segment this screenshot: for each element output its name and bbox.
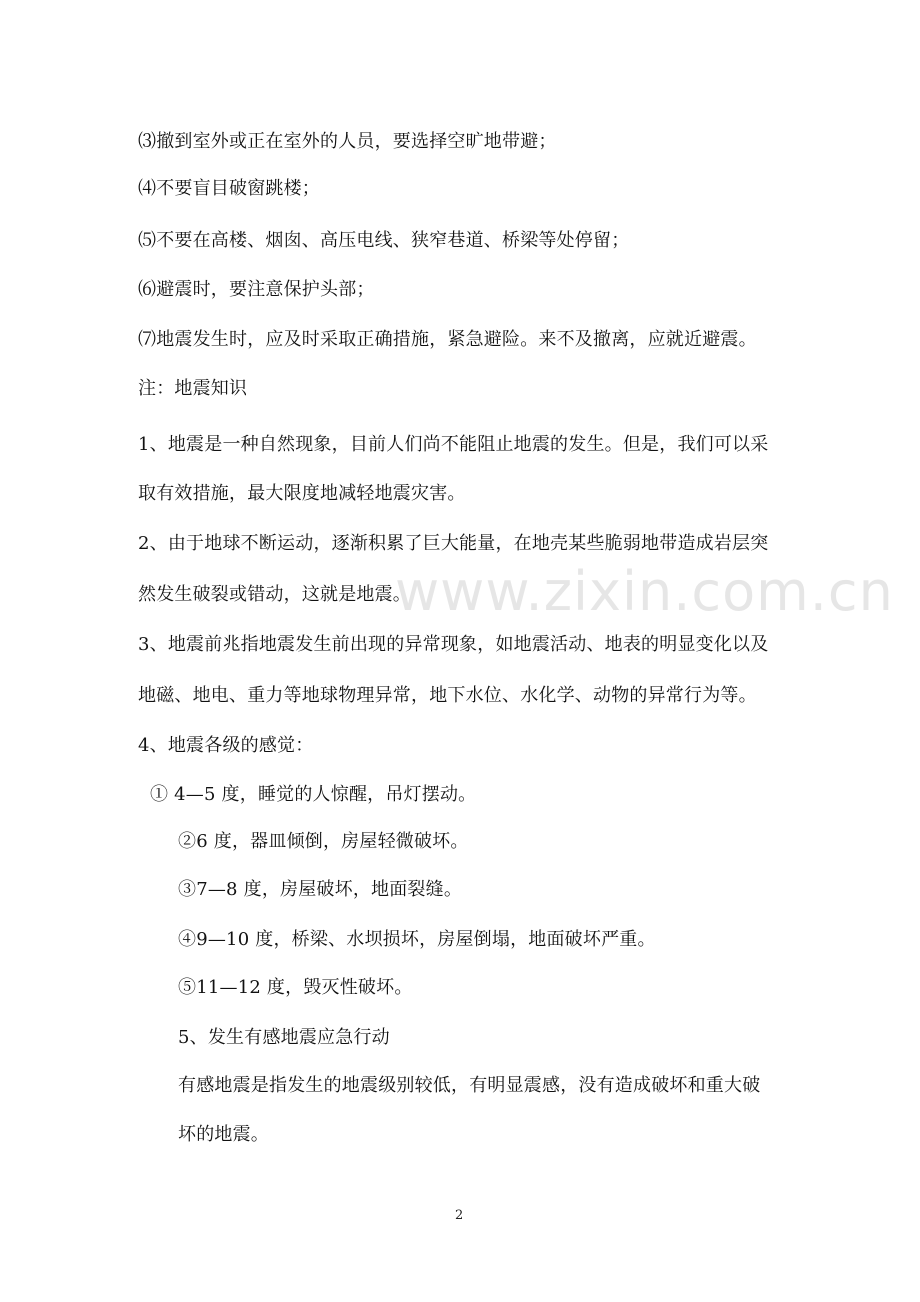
text-line: 然发生破裂或错动，这就是地震。 <box>138 584 411 605</box>
text-line: 5、发生有感地震应急行动 <box>178 1027 390 1048</box>
text-line: ⑺地震发生时，应及时采取正确措施，紧急避险。来不及撤离，应就近避震。 <box>138 329 757 350</box>
list-item: ① 4—5 度，睡觉的人惊醒，吊灯摆动。 <box>150 784 477 805</box>
list-item: ⑤11—12 度，毁灭性破坏。 <box>178 977 413 998</box>
text-line: 2、由于地球不断运动，逐渐积累了巨大能量，在地壳某些脆弱地带造成岩层突 <box>138 533 769 554</box>
text-line: 3、地震前兆指地震发生前出现的异常现象，如地震活动、地表的明显变化以及 <box>138 634 769 655</box>
text-line: 取有效措施，最大限度地减轻地震灾害。 <box>138 483 466 504</box>
watermark: www.zixin.com.cn <box>395 560 894 623</box>
text-line: ⑶撤到室外或正在室外的人员，要选择空旷地带避； <box>138 131 557 152</box>
list-item: ④9—10 度，桥梁、水坝损坏，房屋倒塌，地面破坏严重。 <box>178 929 656 950</box>
text-line: ⑹避震时，要注意保护头部； <box>138 279 375 300</box>
list-item: ②6 度，器皿倾倒，房屋轻微破坏。 <box>178 831 469 852</box>
page-number: 2 <box>455 1208 464 1223</box>
text-line: 1、地震是一种自然现象，目前人们尚不能阻止地震的发生。但是，我们可以采 <box>138 434 769 455</box>
text-line: 4、地震各级的感觉： <box>138 735 314 756</box>
text-line: ⑸不要在高楼、烟囱、高压电线、狭窄巷道、桥梁等处停留； <box>138 230 630 251</box>
list-item: ③7—8 度，房屋破坏，地面裂缝。 <box>178 879 463 900</box>
text-line: 坏的地震。 <box>178 1124 269 1145</box>
section-heading: 注：地震知识 <box>138 378 248 399</box>
text-line: 有感地震是指发生的地震级别较低，有明显震感，没有造成破坏和重大破 <box>178 1075 761 1096</box>
text-line: 地磁、地电、重力等地球物理异常，地下水位、水化学、动物的异常行为等。 <box>138 685 757 706</box>
text-line: ⑷不要盲目破窗跳楼； <box>138 178 320 199</box>
